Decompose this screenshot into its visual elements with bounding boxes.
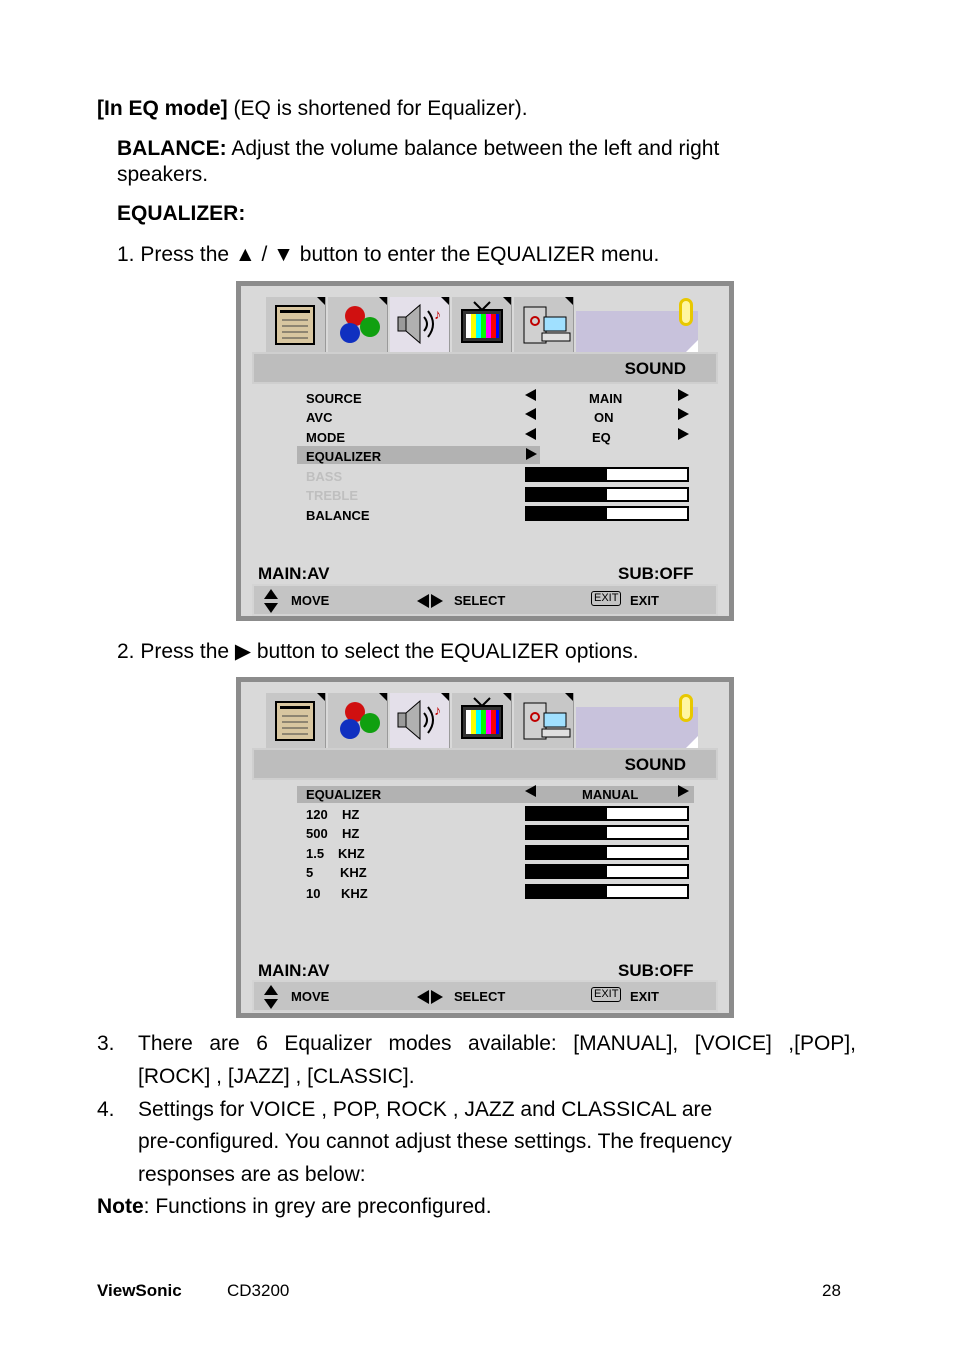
eq-mode-desc: (EQ is shortened for Equalizer). <box>227 97 528 120</box>
band-500-freq[interactable]: 500 <box>306 826 328 841</box>
menu-item-source[interactable]: SOURCE <box>306 391 362 406</box>
list-item-4-line3: responses are as below: <box>138 1163 366 1186</box>
sound-tab[interactable] <box>390 297 450 352</box>
arrow-right-icon[interactable] <box>678 389 689 401</box>
arrow-left-icon[interactable] <box>525 408 536 420</box>
status-sub: SUB:OFF <box>618 961 694 980</box>
band-120-level-bar[interactable] <box>525 806 689 821</box>
osd-title-bar <box>252 352 718 384</box>
note <box>97 1194 492 1220</box>
equalizer-label[interactable]: EQUALIZER <box>306 787 382 802</box>
speaker-icon <box>390 297 450 352</box>
balance-term: BALANCE: <box>117 137 227 160</box>
list-item-3-line1: There are 6 Equalizer modes available: [MANUAL], [VOICE] ,[POP], <box>138 1032 856 1055</box>
list-item-4-number: 4. <box>97 1098 115 1121</box>
band-5k-level-bar[interactable] <box>525 864 689 879</box>
equalizer-mode-value: MANUAL <box>582 787 639 802</box>
footer-model: CD3200 <box>227 1281 290 1300</box>
osd-title-bar <box>252 748 718 780</box>
exit-key-icon: EXIT <box>591 591 621 606</box>
tv-tab[interactable] <box>452 693 512 748</box>
osd-footer <box>252 980 718 1012</box>
osd-equalizer-menu <box>236 677 734 1018</box>
tv-icon <box>452 693 512 748</box>
osd-sound-menu <box>236 281 734 621</box>
footer-select: SELECT <box>454 989 506 1004</box>
paperclip-icon <box>679 298 693 326</box>
footer-select: SELECT <box>454 593 506 608</box>
tv-tab[interactable] <box>452 297 512 352</box>
status-main: MAIN:AV <box>258 564 330 583</box>
band-10k-level-bar[interactable] <box>525 884 689 899</box>
footer-move: MOVE <box>291 989 330 1004</box>
rgb-balls-icon <box>328 297 388 352</box>
page-number: 28 <box>822 1281 841 1300</box>
footer-brand: ViewSonic <box>97 1281 182 1300</box>
rgb-balls-icon <box>328 693 388 748</box>
bass-level-bar <box>525 467 689 482</box>
mode-value: EQ <box>592 430 611 445</box>
band-10k-unit: KHZ <box>341 886 368 901</box>
menu-item-bass: BASS <box>306 469 343 484</box>
note-term: Note <box>97 1195 144 1218</box>
setup-tab[interactable] <box>514 297 574 352</box>
band-1-5k-freq[interactable]: 1.5 <box>306 846 325 861</box>
status-sub: SUB:OFF <box>618 564 694 583</box>
menu-item-avc[interactable]: AVC <box>306 410 333 425</box>
arrow-right-icon[interactable] <box>678 408 689 420</box>
eq-mode-term: [In EQ mode] <box>97 97 228 120</box>
balance-line2: speakers. <box>117 163 209 186</box>
list-item-4-line2: pre-configured. You cannot adjust these settings. The frequency <box>138 1130 732 1153</box>
equalizer-term: EQUALIZER: <box>117 202 246 225</box>
paperclip-icon <box>679 694 693 722</box>
color-tab[interactable] <box>328 297 388 352</box>
treble-level-bar <box>525 487 689 502</box>
note-text: : Functions in grey are preconfigured. <box>143 1195 492 1218</box>
footer-move: MOVE <box>291 593 330 608</box>
picture-tab[interactable] <box>266 297 326 352</box>
balance-level-bar[interactable] <box>525 506 689 521</box>
list-item-3-line2: [ROCK] , [JAZZ] , [CLASSIC]. <box>138 1065 415 1088</box>
section-heading <box>97 96 528 122</box>
left-right-arrow-icon <box>417 594 443 608</box>
osd-title: SOUND <box>624 755 686 774</box>
band-1-5k-level-bar[interactable] <box>525 845 689 860</box>
color-tab[interactable] <box>328 693 388 748</box>
up-down-arrow-icon <box>264 985 278 1009</box>
menu-item-mode[interactable]: MODE <box>306 430 345 445</box>
band-10k-freq[interactable]: 10 <box>306 886 321 901</box>
avc-value: ON <box>594 410 614 425</box>
balance-desc: Adjust the volume balance between the left and right <box>226 137 720 160</box>
arrow-right-icon[interactable] <box>526 448 537 460</box>
band-120-freq[interactable]: 120 <box>306 807 328 822</box>
list-item-3-number: 3. <box>97 1032 115 1055</box>
tv-icon <box>452 297 512 352</box>
band-500-level-bar[interactable] <box>525 825 689 840</box>
status-main: MAIN:AV <box>258 961 330 980</box>
band-120-unit: HZ <box>342 807 360 822</box>
list-item-4-line1: Settings for VOICE , POP, ROCK , JAZZ and CLASSICAL are <box>138 1098 713 1121</box>
arrow-left-icon[interactable] <box>525 428 536 440</box>
balance-line1 <box>117 136 719 162</box>
speaker-icon <box>390 693 450 748</box>
arrow-right-icon[interactable] <box>678 785 689 797</box>
computer-icon <box>514 297 574 352</box>
svg-text:♪: ♪ <box>434 702 441 718</box>
arrow-left-icon[interactable] <box>525 389 536 401</box>
svg-text:♪: ♪ <box>434 306 441 322</box>
picture-tab[interactable] <box>266 693 326 748</box>
arrow-right-icon[interactable] <box>678 428 689 440</box>
osd-footer <box>252 584 718 616</box>
notepad-icon <box>266 297 326 352</box>
exit-key-icon: EXIT <box>591 987 621 1002</box>
osd-title: SOUND <box>624 359 686 378</box>
up-down-arrow-icon <box>264 589 278 613</box>
menu-item-treble: TREBLE <box>306 488 358 503</box>
menu-item-equalizer[interactable]: EQUALIZER <box>306 449 382 464</box>
footer-exit[interactable]: EXIT <box>630 593 659 608</box>
sound-tab[interactable] <box>390 693 450 748</box>
notepad-icon <box>266 693 326 748</box>
step-2: 2. Press the ▶ button to select the EQUALIZER options. <box>117 640 639 663</box>
band-5k-freq[interactable]: 5 <box>306 865 314 880</box>
setup-tab[interactable] <box>514 693 574 748</box>
left-right-arrow-icon <box>417 990 443 1004</box>
source-value: MAIN <box>589 391 623 406</box>
band-5k-unit: KHZ <box>340 865 367 880</box>
footer-exit[interactable]: EXIT <box>630 989 659 1004</box>
step-1: 1. Press the ▲ / ▼ button to enter the EQUALIZER menu. <box>117 243 660 266</box>
arrow-left-icon[interactable] <box>525 785 536 797</box>
computer-icon <box>514 693 574 748</box>
band-500-unit: HZ <box>342 826 360 841</box>
band-1-5k-unit: KHZ <box>338 846 365 861</box>
menu-item-balance[interactable]: BALANCE <box>306 508 370 523</box>
